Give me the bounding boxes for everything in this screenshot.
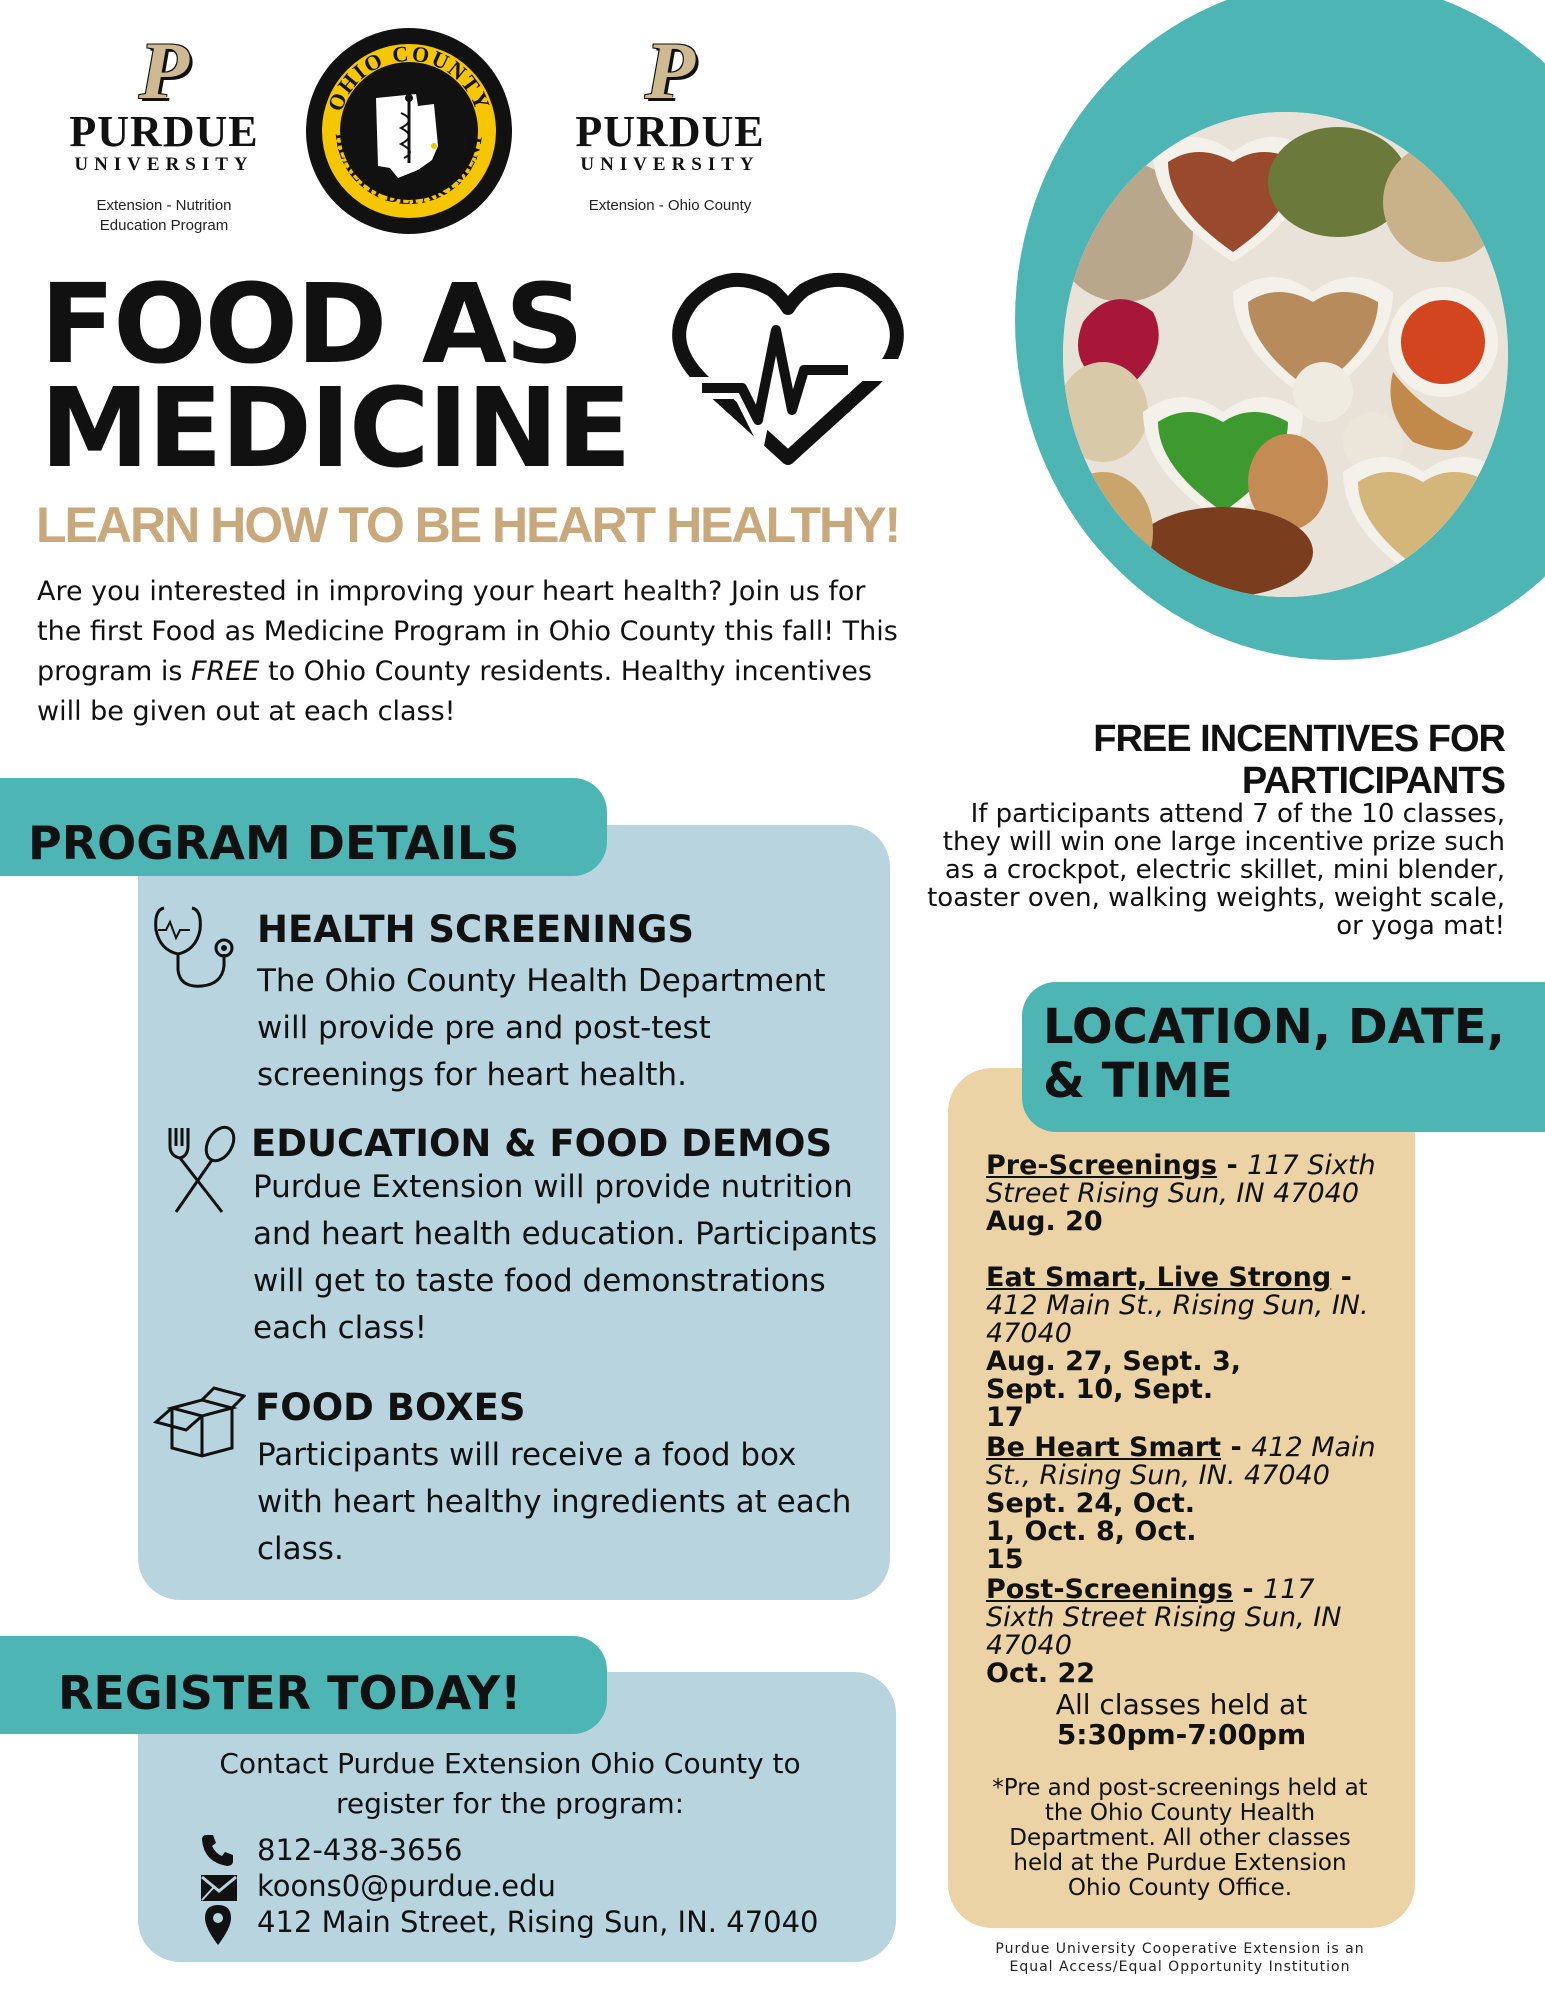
phone-link[interactable]: 812-438-3656	[257, 1833, 463, 1867]
footer-line1: Purdue University Cooperative Extension is an	[995, 1941, 1365, 1957]
schedule-entry	[986, 1152, 1391, 1236]
intro-text-1: Are you interested in improving your heart health? Join us for the first Food as Medicine Program in Ohio County this fall! This program is	[37, 576, 898, 687]
incentives-heading-line1: FREE INCENTIVES FOR	[1093, 718, 1505, 760]
logo-subtitle	[44, 196, 284, 236]
session-name: Be Heart Smart	[986, 1432, 1222, 1463]
intro-free-emphasis: FREE	[190, 656, 260, 687]
feature-title: EDUCATION & FOOD DEMOS	[251, 1122, 833, 1165]
email-link[interactable]: koons0@purdue.edu	[257, 1869, 556, 1903]
class-time	[968, 1690, 1395, 1750]
session-dates: Aug. 20	[986, 1206, 1103, 1237]
session-dates: Oct. 22	[986, 1658, 1096, 1689]
incentives-heading-line2: PARTICIPANTS	[1241, 760, 1505, 802]
stethoscope-icon	[150, 900, 242, 992]
intro-text-2: to Ohio County residents. Healthy incentives will be given out at each class!	[37, 656, 872, 727]
schedule-entry	[986, 1264, 1391, 1432]
feature-body: Participants will receive a food box with heart healthy ingredients at each class.	[257, 1437, 852, 1567]
subtitle: LEARN HOW TO BE HEART HEALTHY!	[36, 497, 900, 553]
session-name: Eat Smart, Live Strong	[986, 1262, 1332, 1293]
schedule-entry	[986, 1434, 1391, 1574]
location-note: *Pre and post-screenings held at the Ohio County Health Department. All other classes held at the Purdue Extension Ohio County Office.	[992, 1775, 1368, 1901]
session-dates: Aug. 27, Sept. 3, Sept. 10, Sept. 17	[986, 1346, 1242, 1433]
purdue-nutrition-logo	[44, 25, 284, 236]
ohio-county-health-seal	[306, 28, 512, 234]
seal-bottom-text: HEALTH DEPARTMENT	[331, 131, 487, 209]
separator: -	[1217, 1150, 1248, 1181]
separator: -	[1233, 1574, 1264, 1605]
heartbeat-icon	[672, 270, 904, 470]
seal-icon	[306, 28, 512, 234]
session-name: Post-Screenings	[986, 1574, 1234, 1605]
schedule-entry	[986, 1576, 1391, 1688]
session-address: 117 Sixth Street Rising Sun, IN 47040	[986, 1574, 1342, 1661]
separator: -	[1221, 1432, 1252, 1463]
session-dates: Sept. 24, Oct. 1, Oct. 8, Oct. 15	[986, 1488, 1197, 1575]
session-address: 117 Sixth Street Rising Sun, IN 47040	[986, 1150, 1376, 1209]
location-pin-icon	[204, 1904, 232, 1946]
purdue-university-text: UNIVERSITY	[580, 154, 760, 175]
session-address: 412 Main St., Rising Sun, IN. 47040	[986, 1290, 1369, 1349]
separator: -	[1331, 1262, 1352, 1293]
heart-healthy-food-photo	[1063, 112, 1508, 597]
purdue-wordmark: PURDUE	[69, 107, 259, 156]
logo-subtitle	[550, 196, 790, 216]
register-heading: REGISTER TODAY!	[58, 1666, 522, 1720]
register-address: 412 Main Street, Rising Sun, IN. 47040	[257, 1905, 819, 1939]
session-address: 412 Main St., Rising Sun, IN. 47040	[986, 1432, 1376, 1491]
seal-top-text: OHIO COUNTY	[322, 40, 496, 115]
purdue-ohio-county-logo	[550, 25, 790, 216]
feature-title: HEALTH SCREENINGS	[257, 908, 694, 951]
title-line-2: MEDICINE	[40, 364, 630, 492]
purdue-p-icon: P	[644, 25, 696, 116]
intro-paragraph	[37, 572, 907, 732]
equal-opportunity-footer	[960, 1940, 1400, 1976]
footer-line2: Equal Access/Equal Opportunity Institution	[1009, 1959, 1351, 1975]
feature-body: Purdue Extension will provide nutrition and heart health education. Participants will get to taste food demonstrations each class!	[253, 1169, 878, 1346]
fork-spoon-icon	[162, 1124, 240, 1216]
incentives-heading	[940, 718, 1505, 802]
location-heading-line1: LOCATION, DATE,	[1043, 999, 1505, 1055]
held-at-text: All classes held at	[1055, 1688, 1308, 1721]
logo-subtitle-line1: Extension - Ohio County	[588, 197, 752, 214]
feature-title: FOOD BOXES	[255, 1386, 526, 1429]
food-photo-icon	[1063, 112, 1508, 597]
logo-subtitle-line1: Extension - Nutrition	[96, 197, 232, 214]
page-title	[40, 260, 630, 492]
title-line-1: FOOD AS	[40, 260, 583, 388]
program-details-heading: PROGRAM DETAILS	[28, 816, 520, 870]
box-icon	[152, 1386, 246, 1458]
class-time-value: 5:30pm-7:00pm	[1056, 1718, 1307, 1751]
email-icon	[200, 1874, 238, 1902]
feature-body: The Ohio County Health Department will provide pre and post-test screenings for heart health.	[257, 963, 826, 1093]
register-intro: Contact Purdue Extension Ohio County to register for the program:	[219, 1747, 801, 1820]
phone-icon	[200, 1832, 236, 1868]
incentives-body: If participants attend 7 of the 10 classes, they will win one large incentive prize such as a crockpot, electric skillet, mini blender, toaster oven, walking weights, weight scale, or yoga mat!	[927, 799, 1505, 941]
logo-subtitle-line2: Education Program	[99, 217, 229, 234]
location-heading	[1043, 1000, 1505, 1108]
location-heading-line2: & TIME	[1043, 1053, 1233, 1109]
purdue-wordmark: PURDUE	[575, 107, 765, 156]
purdue-university-text: UNIVERSITY	[74, 154, 254, 175]
session-name: Pre-Screenings	[986, 1150, 1218, 1181]
purdue-p-icon: P	[138, 25, 190, 116]
